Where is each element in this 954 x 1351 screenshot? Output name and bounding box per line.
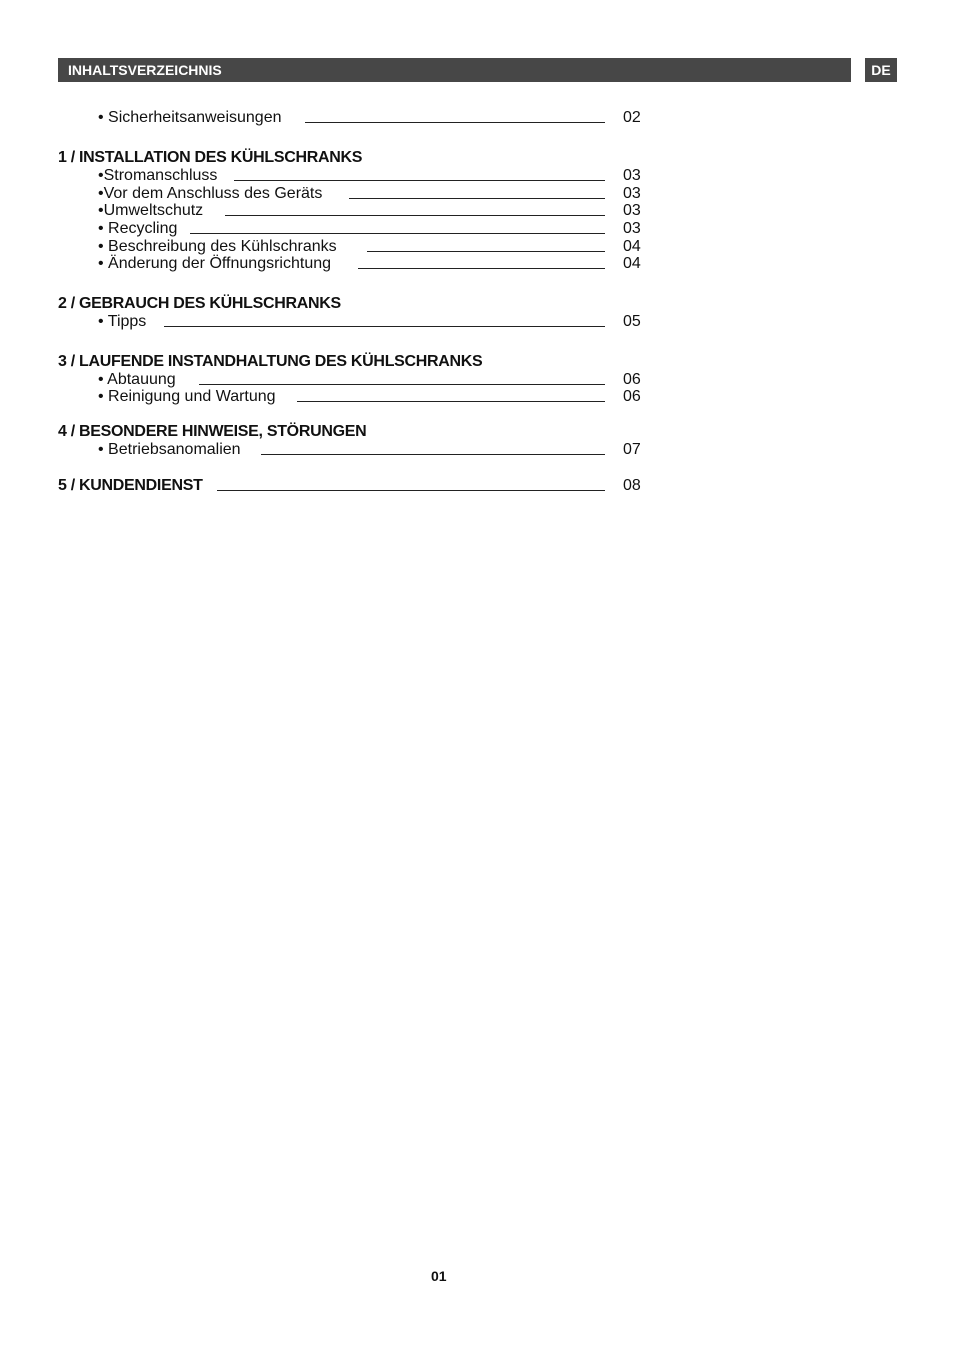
toc-entry-page: 08 <box>623 477 641 494</box>
toc-entry[interactable] <box>58 238 658 256</box>
toc-entry-label: • Beschreibung des Kühlschranks <box>98 238 337 255</box>
toc-leader-line <box>297 401 605 402</box>
toc-entry-page: 05 <box>623 313 641 330</box>
toc-section-1-title[interactable]: 1 / INSTALLATION DES KÜHLSCHRANKS <box>58 149 363 166</box>
toc-entry-page: 06 <box>623 371 641 388</box>
toc-entry-page: 02 <box>623 109 641 126</box>
toc-entry-page: 06 <box>623 388 641 405</box>
toc-entry[interactable] <box>58 313 658 331</box>
toc-entry-label: •Umweltschutz <box>98 202 204 219</box>
toc-entry-page: 07 <box>623 441 641 458</box>
toc-entry[interactable] <box>58 388 658 406</box>
toc-leader-line <box>217 490 605 491</box>
toc-entry-page: 04 <box>623 238 641 255</box>
toc-leader-line <box>305 122 605 123</box>
header-title: INHALTSVERZEICHNIS <box>68 62 222 78</box>
toc-entry[interactable] <box>58 255 658 273</box>
toc-entry[interactable] <box>58 441 658 459</box>
toc-entry[interactable] <box>58 371 658 389</box>
toc-entry-page: 03 <box>623 220 641 237</box>
toc-entry-label: • Betriebsanomalien <box>98 441 241 458</box>
toc-entry-page: 03 <box>623 202 641 219</box>
toc-section-3-title[interactable]: 3 / LAUFENDE INSTANDHALTUNG DES KÜHLSCHRANKS <box>58 353 483 370</box>
toc-entry[interactable] <box>58 167 658 185</box>
section-header-bar <box>58 58 851 82</box>
toc-entry-page: 04 <box>623 255 641 272</box>
toc-leader-line <box>261 454 605 455</box>
toc-entry[interactable] <box>58 202 658 220</box>
toc-section-4-title[interactable]: 4 / BESONDERE HINWEISE, STÖRUNGEN <box>58 423 367 440</box>
toc-leader-line <box>225 215 605 216</box>
toc-section-2-title[interactable]: 2 / GEBRAUCH DES KÜHLSCHRANKS <box>58 295 341 312</box>
toc-section-5[interactable] <box>58 477 658 495</box>
toc-entry-label: • Recycling <box>98 220 178 237</box>
toc-entry-page: 03 <box>623 185 641 202</box>
toc-entry-label: • Reinigung und Wartung <box>98 388 276 405</box>
language-badge: DE <box>865 58 897 82</box>
toc-leader-line <box>349 198 605 199</box>
toc-entry-label: • Tipps <box>98 313 147 330</box>
toc-entry-label: • Abtauung <box>98 371 176 388</box>
toc-entry-label: • Änderung der Öffnungsrichtung <box>98 255 332 272</box>
toc-entry[interactable] <box>58 185 658 203</box>
toc-leader-line <box>164 326 605 327</box>
toc-entry-label: •Stromanschluss <box>98 167 218 184</box>
toc-entry-page: 03 <box>623 167 641 184</box>
footer-page-number: 01 <box>431 1268 447 1284</box>
toc-leader-line <box>190 233 605 234</box>
toc-entry-safety[interactable] <box>58 109 658 127</box>
toc-leader-line <box>199 384 605 385</box>
toc-leader-line <box>234 180 605 181</box>
toc-entry-label: •Vor dem Anschluss des Geräts <box>98 185 323 202</box>
toc-entry[interactable] <box>58 220 658 238</box>
toc-entry-label: • Sicherheitsanweisungen <box>98 109 282 126</box>
toc-leader-line <box>358 268 605 269</box>
toc-section-5-title: 5 / KUNDENDIENST <box>58 477 203 494</box>
toc-leader-line <box>367 251 605 252</box>
